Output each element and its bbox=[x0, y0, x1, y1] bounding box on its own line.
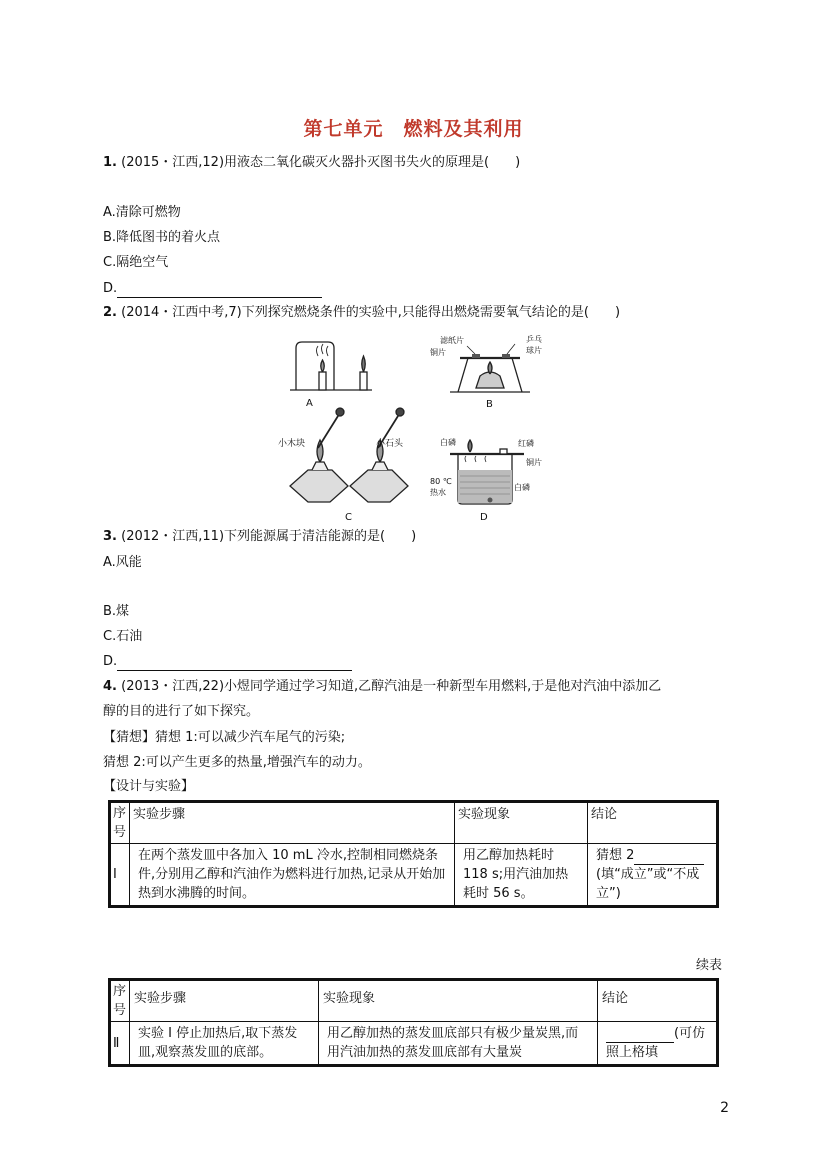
conclusion-prefix: 猜想 2 bbox=[596, 848, 635, 863]
answer-blank[interactable] bbox=[117, 656, 352, 671]
answer-blank[interactable] bbox=[117, 283, 322, 298]
design-heading: 【设计与实验】 bbox=[103, 779, 195, 794]
b-pingpong-label-1: 乒乓 bbox=[526, 335, 542, 344]
guess-1: 【猜想】猜想 1:可以减少汽车尾气的污染; bbox=[103, 730, 346, 745]
question-stem-continued: 醇的目的进行了如下探究。 bbox=[103, 704, 260, 719]
phenomenon-cell: 用乙醇加热耗时 118 s;用汽油加热耗时 56 s。 bbox=[455, 844, 588, 907]
option-d bbox=[103, 280, 322, 298]
question-1 bbox=[103, 154, 520, 172]
guess-2: 猜想 2:可以产生更多的热量,增强汽车的动力。 bbox=[103, 755, 371, 770]
header-cell: 序号 bbox=[110, 802, 130, 844]
d-red-phosphorus-label: 红磷 bbox=[518, 439, 534, 448]
page-title: 第七单元 燃料及其利用 bbox=[303, 118, 524, 140]
b-pingpong-label-2: 球片 bbox=[526, 346, 542, 355]
d-white-phosphorus-label-2: 白磷 bbox=[514, 483, 530, 492]
question-stem: (2013・江西,22)小煜同学通过学习知道,乙醇汽油是一种新型车用燃料,于是他对汽油中添加乙 bbox=[121, 679, 662, 694]
phenomenon-cell: 用乙醇加热的蒸发皿底部只有极少量炭黑,而用汽油加热的蒸发皿底部有大量炭 bbox=[319, 1022, 598, 1066]
option-d bbox=[103, 653, 352, 671]
option-b: B.降低图书的着火点 bbox=[103, 230, 221, 245]
question-number: 2. bbox=[103, 305, 117, 320]
answer-blank[interactable] bbox=[634, 850, 704, 865]
figure-c bbox=[290, 408, 408, 502]
b-copper-label: 铜片 bbox=[430, 348, 446, 357]
c-wood-label: 小木块 bbox=[278, 439, 306, 449]
c-stone-label: 小石头 bbox=[376, 439, 404, 449]
conclusion-cell bbox=[588, 844, 718, 907]
header-cell: 结论 bbox=[598, 980, 718, 1022]
question-number: 4. bbox=[103, 679, 117, 694]
option-b: B.煤 bbox=[103, 604, 130, 619]
option-d-label: D. bbox=[103, 654, 118, 669]
question-3 bbox=[103, 528, 416, 546]
question-stem: (2012・江西,11)下列能源属于清洁能源的是( ) bbox=[121, 529, 417, 544]
figure-a bbox=[290, 342, 372, 390]
table-row bbox=[110, 1022, 718, 1066]
question-number: 3. bbox=[103, 529, 117, 544]
d-hot-water-label: 热水 bbox=[430, 488, 446, 497]
figure-b bbox=[450, 344, 530, 392]
d-temperature-label: 80 ℃ bbox=[430, 477, 452, 486]
header-cell: 实验现象 bbox=[319, 980, 598, 1022]
d-copper-label: 铜片 bbox=[526, 458, 542, 467]
step-cell: 在两个蒸发皿中各加入 10 mL 冷水,控制相同燃烧条件,分别用乙醇和汽油作为燃料进行加热,记录从开始加热到水沸腾的时间。 bbox=[130, 844, 455, 907]
experiment-table-1 bbox=[108, 800, 719, 908]
figure-d-label: D bbox=[480, 512, 488, 523]
header-cell: 实验步骤 bbox=[130, 802, 455, 844]
table-header-row bbox=[110, 802, 718, 844]
step-cell: 实验 Ⅰ 停止加热后,取下蒸发皿,观察蒸发皿的底部。 bbox=[130, 1022, 319, 1066]
figure-b-label: B bbox=[486, 399, 493, 410]
header-cell: 实验现象 bbox=[455, 802, 588, 844]
option-a: A.风能 bbox=[103, 555, 142, 570]
question-stem: (2014・江西中考,7)下列探究燃烧条件的实验中,只能得出燃烧需要氧气结论的是( ) bbox=[121, 305, 621, 320]
table-row bbox=[110, 844, 718, 907]
conclusion-cell bbox=[598, 1022, 718, 1066]
b-filter-label: 滤纸片 bbox=[440, 336, 464, 345]
header-cell: 结论 bbox=[588, 802, 718, 844]
conclusion-hint: (可仿照上格填 bbox=[606, 1026, 706, 1060]
header-cell: 序号 bbox=[110, 980, 130, 1022]
question-4 bbox=[103, 678, 661, 696]
question-stem: (2015・江西,12)用液态二氧化碳灭火器扑灭图书失火的原理是( ) bbox=[121, 155, 521, 170]
row-number: Ⅱ bbox=[110, 1022, 130, 1066]
question-number: 1. bbox=[103, 155, 117, 170]
question-2 bbox=[103, 304, 620, 322]
figure-d bbox=[450, 440, 524, 504]
continued-label: 续表 bbox=[696, 958, 723, 973]
option-c: C.石油 bbox=[103, 629, 143, 644]
table-header-row bbox=[110, 980, 718, 1022]
d-white-phosphorus-label: 白磷 bbox=[440, 438, 456, 447]
option-c: C.隔绝空气 bbox=[103, 255, 169, 270]
header-cell: 实验步骤 bbox=[130, 980, 319, 1022]
experiment-table-2 bbox=[108, 978, 719, 1067]
page-number: 2 bbox=[720, 1100, 729, 1116]
answer-blank[interactable] bbox=[606, 1028, 674, 1043]
figure-c-label: C bbox=[345, 512, 352, 523]
row-number: Ⅰ bbox=[110, 844, 130, 907]
option-d-label: D. bbox=[103, 281, 118, 296]
combustion-experiments-figure bbox=[278, 330, 550, 525]
figure-a-label: A bbox=[306, 398, 313, 409]
conclusion-hint: (填“成立”或“不成立”) bbox=[596, 867, 700, 901]
option-a: A.清除可燃物 bbox=[103, 205, 181, 220]
